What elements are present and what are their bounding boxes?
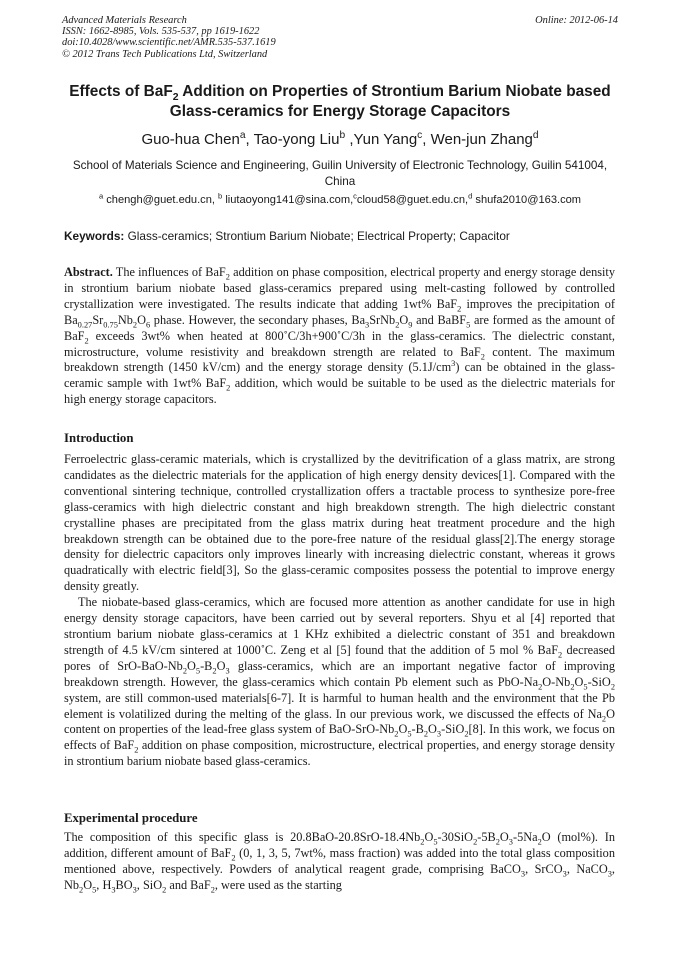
affiliation: School of Materials Science and Engineering, Guilin University of Electronic Technology, Guilin 541004, China: [72, 159, 608, 188]
abstract-label: Abstract.: [64, 265, 113, 279]
abstract-paragraph: Abstract. The influences of BaF$_2$ addition on phase composition, electrical property and energy storage density in strontium barium niobate based glass-ceramics prepared using melt-casting followed by controlled crystallization were investigated. The results indicate that adding 1wt% BaF$_2$ improves the precipitation of $Ba_{0.27}Sr_{0.75}Nb_2O_6$ phase. However, the secondary phases, $Ba_3SrNb_2O_9$ and BaBF$_5$ are formed as the amount of BaF$_2$ exceeds 3wt% when heated at 800˚C/3h+900˚C/3h in the glass-ceramics. The dielectric constant, microstructure, volume resistivity and breakdown strength are related to BaF$_2$ content. The maximum breakdown strength (1450 kV/cm) and the energy storage density $(5.1J/cm^3)$ can be obtained in the glass-ceramic sample with 1wt% BaF$_2$ addition, which would be suitable to be used as the dielectric materials for high energy storage capacitors.: [64, 265, 615, 407]
doi-line: doi:10.4028/www.scientific.net/AMR.535-537.1619: [62, 37, 276, 49]
introduction-section: [64, 452, 615, 770]
introduction-heading: Introduction: [64, 431, 134, 445]
journal-header: [62, 15, 618, 60]
online-date: Online: 2012-06-14: [535, 15, 618, 26]
author-list: Guo-hua Chen$^a$, Tao-yong Liu$^b$ ,Yun Yang$^c$, Wen-jun Zhang$^d$: [141, 130, 539, 148]
journal-name: Advanced Materials Research: [62, 15, 187, 26]
intro-paragraph-2: The niobate-based glass-ceramics, which are focused more attention as another candidate for use in high energy density storage capacitors, have been carried out by several reporters. Shyu et al [4] reported that strontium barium niobate glass-ceramics at 1 KHz exhibited a dielectric constant of 351 and breakdown strength of 4.5 kV/cm sintered at 1000˚C. Zeng et al [5] found that the addition of 5 mol % BaF$_2$ decreased pores of SrO-$BaO-Nb_2O_5-B_2O_3$ glass-ceramics, which are an important negative factor of improving breakdown strength. However, the glass-ceramics which contain Pb element such as PbO-$Na_2O-Nb_2O_5-SiO_2$ system, are still common-used materials[6-7]. It is harmful to human health and the environment that the Pb element is volatilized during the melting of the glass. In our previous work, we discussed the effects of $Na_2O$ content on properties of the lead-free glass system of BaO-$SrO-Nb_2O_5-B_2O_3-SiO_2[8]$. In this work, we focus on effects of BaF$_2$ addition on phase composition, microstructure, electrical properties, and energy storage density in strontium barium niobate based glass-ceramics.: [64, 595, 615, 769]
keywords-line: Keywords: Glass-ceramics; Strontium Barium Niobate; Electrical Property; Capacitor: [64, 229, 510, 243]
keywords-label: Keywords:: [64, 229, 125, 243]
experimental-heading: Experimental procedure: [64, 811, 198, 825]
experimental-paragraph-1: The composition of this specific glass is $20.8BaO-20.8SrO-18.4Nb_2O_5-30SiO_2-5B_2O_3-5Na_2O$ (mol%). In addition, different amount of BaF$_2$ (0, 1, 3, 5, 7wt%, mass fraction) was added into the total glass composition mentioned above, respectively. Powders of analytical reagent grade, comprising BaCO$_3$, SrCO$_3$, NaCO$_3$, $Nb_2O_5$, $H_3BO_3$, SiO$_2$ and BaF$_2$, were used as the starting: [64, 830, 615, 895]
paper-title: Effects of BaF$_2$ Addition on Properties of Strontium Barium Niobate based Glass-ceramics for Energy Storage Capacitors: [69, 83, 611, 120]
copyright-line: © 2012 Trans Tech Publications Ltd, Switzerland: [62, 48, 268, 60]
experimental-section: [64, 830, 615, 894]
intro-paragraph-1: Ferroelectric glass-ceramic materials, which is crystallized by the devitrification of a glass matrix, are strong candidates as the dielectric materials for the application of high energy density devices[1]. Compared with the conventional sintering technique, controlled crystallization offers a tractable process to synthesize pore-free glass-ceramics with high dielectric constant and high breakdown strength. The high dielectric constant crystalline phases are precipitated from the glass matrix during heat treatment procedure and the high breakdown strength can be obtained due to the pore-free nature of the residual glass[2].The energy storage density for dielectric capacitors only improves linearly with increasing dielectric constant, whereas it grows quadratically with electric field[3], So the glass-ceramic composites possess the potential to improve energy density greatly.: [64, 452, 615, 594]
issn-line: ISSN: 1662-8985, Vols. 535-537, pp 1619-1622: [62, 26, 260, 38]
author-emails: $^a$ chengh@guet.edu.cn, $^b$ liutaoyong141@sina.com,$^c$cloud58@guet.edu.cn,$^d$ shufa2010@163.com: [98, 191, 582, 206]
